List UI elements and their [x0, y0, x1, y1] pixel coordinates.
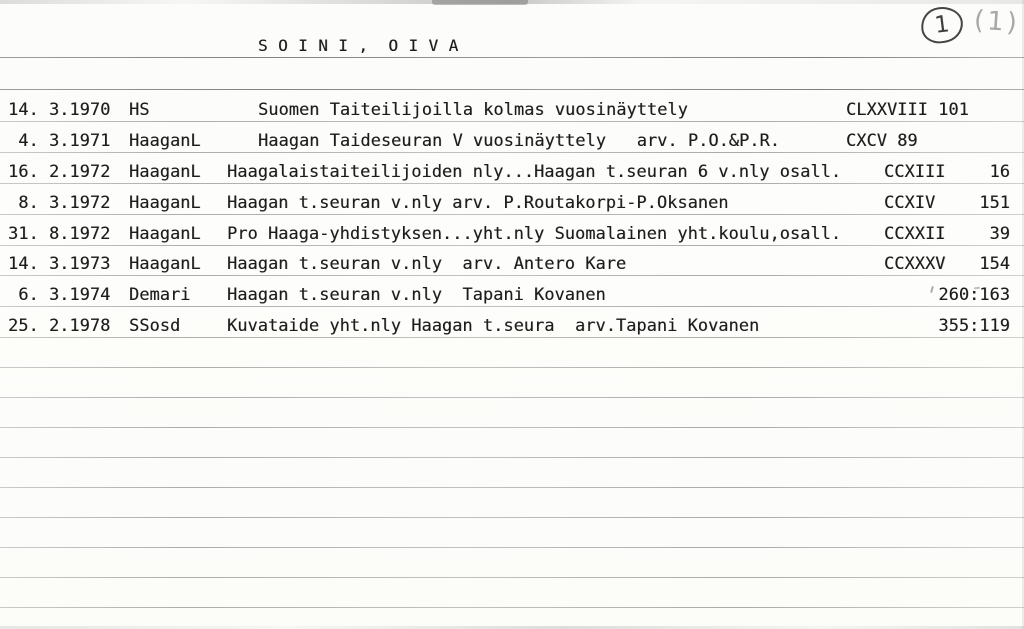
entry-page: 260:163: [938, 285, 1010, 305]
entry-reference: CCXIV: [884, 193, 936, 213]
entry-row: [0, 161, 1024, 185]
entry-page: 151: [979, 193, 1010, 213]
entry-source: SSosd: [129, 316, 181, 336]
ruled-line: [0, 89, 1024, 90]
entry-page: 39: [989, 224, 1010, 244]
entry-source: HS: [129, 100, 150, 120]
entry-description: Suomen Taiteilijoilla kolmas vuosinäyttely: [258, 100, 688, 120]
entry-reference: CCXXXV: [884, 254, 946, 274]
entry-reference: CLXXVIII 101: [846, 100, 969, 120]
entry-page: 355:119: [938, 316, 1010, 336]
card-title: S O I N I , O I V A: [258, 36, 459, 55]
entry-page: 154: [979, 254, 1010, 274]
ruled-line: [0, 397, 1024, 398]
entry-date: 31. 8.1972: [8, 224, 111, 244]
ruled-line: [0, 427, 1024, 428]
entry-page: 16: [989, 162, 1010, 182]
ruled-line: [0, 367, 1024, 368]
entry-description: Haagan t.seuran v.nly arv. P.Routakorpi-P.Oksanen: [227, 193, 729, 213]
entry-source: HaaganL: [129, 254, 201, 274]
entry-date: 16. 2.1972: [8, 162, 111, 182]
entry-date: 14. 3.1973: [8, 254, 111, 274]
scan-edge-top-dark-segment: [432, 0, 528, 5]
entry-description: Haagalaistaiteilijoiden nly...Haagan t.seuran 6 v.nly osall.: [227, 162, 842, 182]
entry-reference: CCXXII: [884, 224, 946, 244]
entry-description: Haagan t.seuran v.nly arv. Antero Kare: [227, 254, 627, 274]
entry-date: 25. 2.1978: [8, 316, 111, 336]
entry-date: 14. 3.1970: [8, 100, 111, 120]
entry-row: [0, 223, 1024, 247]
entry-row: [0, 99, 1024, 123]
entry-row: [0, 130, 1024, 154]
entry-row: [0, 284, 1024, 308]
circled-number-annotation: 1: [919, 5, 965, 46]
ruled-line: [0, 57, 1024, 58]
entry-source: HaaganL: [129, 193, 201, 213]
entry-row: [0, 253, 1024, 277]
entry-date: 4. 3.1971: [8, 131, 111, 151]
entry-row: [0, 315, 1024, 339]
entry-source: HaaganL: [129, 131, 201, 151]
ruled-line: [0, 517, 1024, 518]
entry-row: [0, 192, 1024, 216]
entry-date: 6. 3.1974: [8, 285, 111, 305]
entry-reference: CCXIII: [884, 162, 946, 182]
entry-description: Kuvataide yht.nly Haagan t.seura arv.Tapani Kovanen: [227, 316, 760, 336]
ruled-line: [0, 547, 1024, 548]
ruled-line: [0, 607, 1024, 608]
entry-source: Demari: [129, 285, 191, 305]
entry-source: HaaganL: [129, 162, 201, 182]
ruled-line: [0, 457, 1024, 458]
ruled-line: [0, 487, 1024, 488]
ruled-line: [0, 577, 1024, 578]
entry-date: 8. 3.1972: [8, 193, 111, 213]
entry-description: Haagan Taideseuran V vuosinäyttely arv. P.O.&P.R.: [258, 131, 780, 151]
entry-description: Haagan t.seuran v.nly Tapani Kovanen: [227, 285, 606, 305]
paren-number-annotation: (1): [973, 5, 1021, 39]
entry-source: HaaganL: [129, 224, 201, 244]
entry-description: Pro Haaga-yhdistyksen...yht.nly Suomalainen yht.koulu,osall.: [227, 224, 842, 244]
entry-reference: CXCV 89: [846, 131, 918, 151]
